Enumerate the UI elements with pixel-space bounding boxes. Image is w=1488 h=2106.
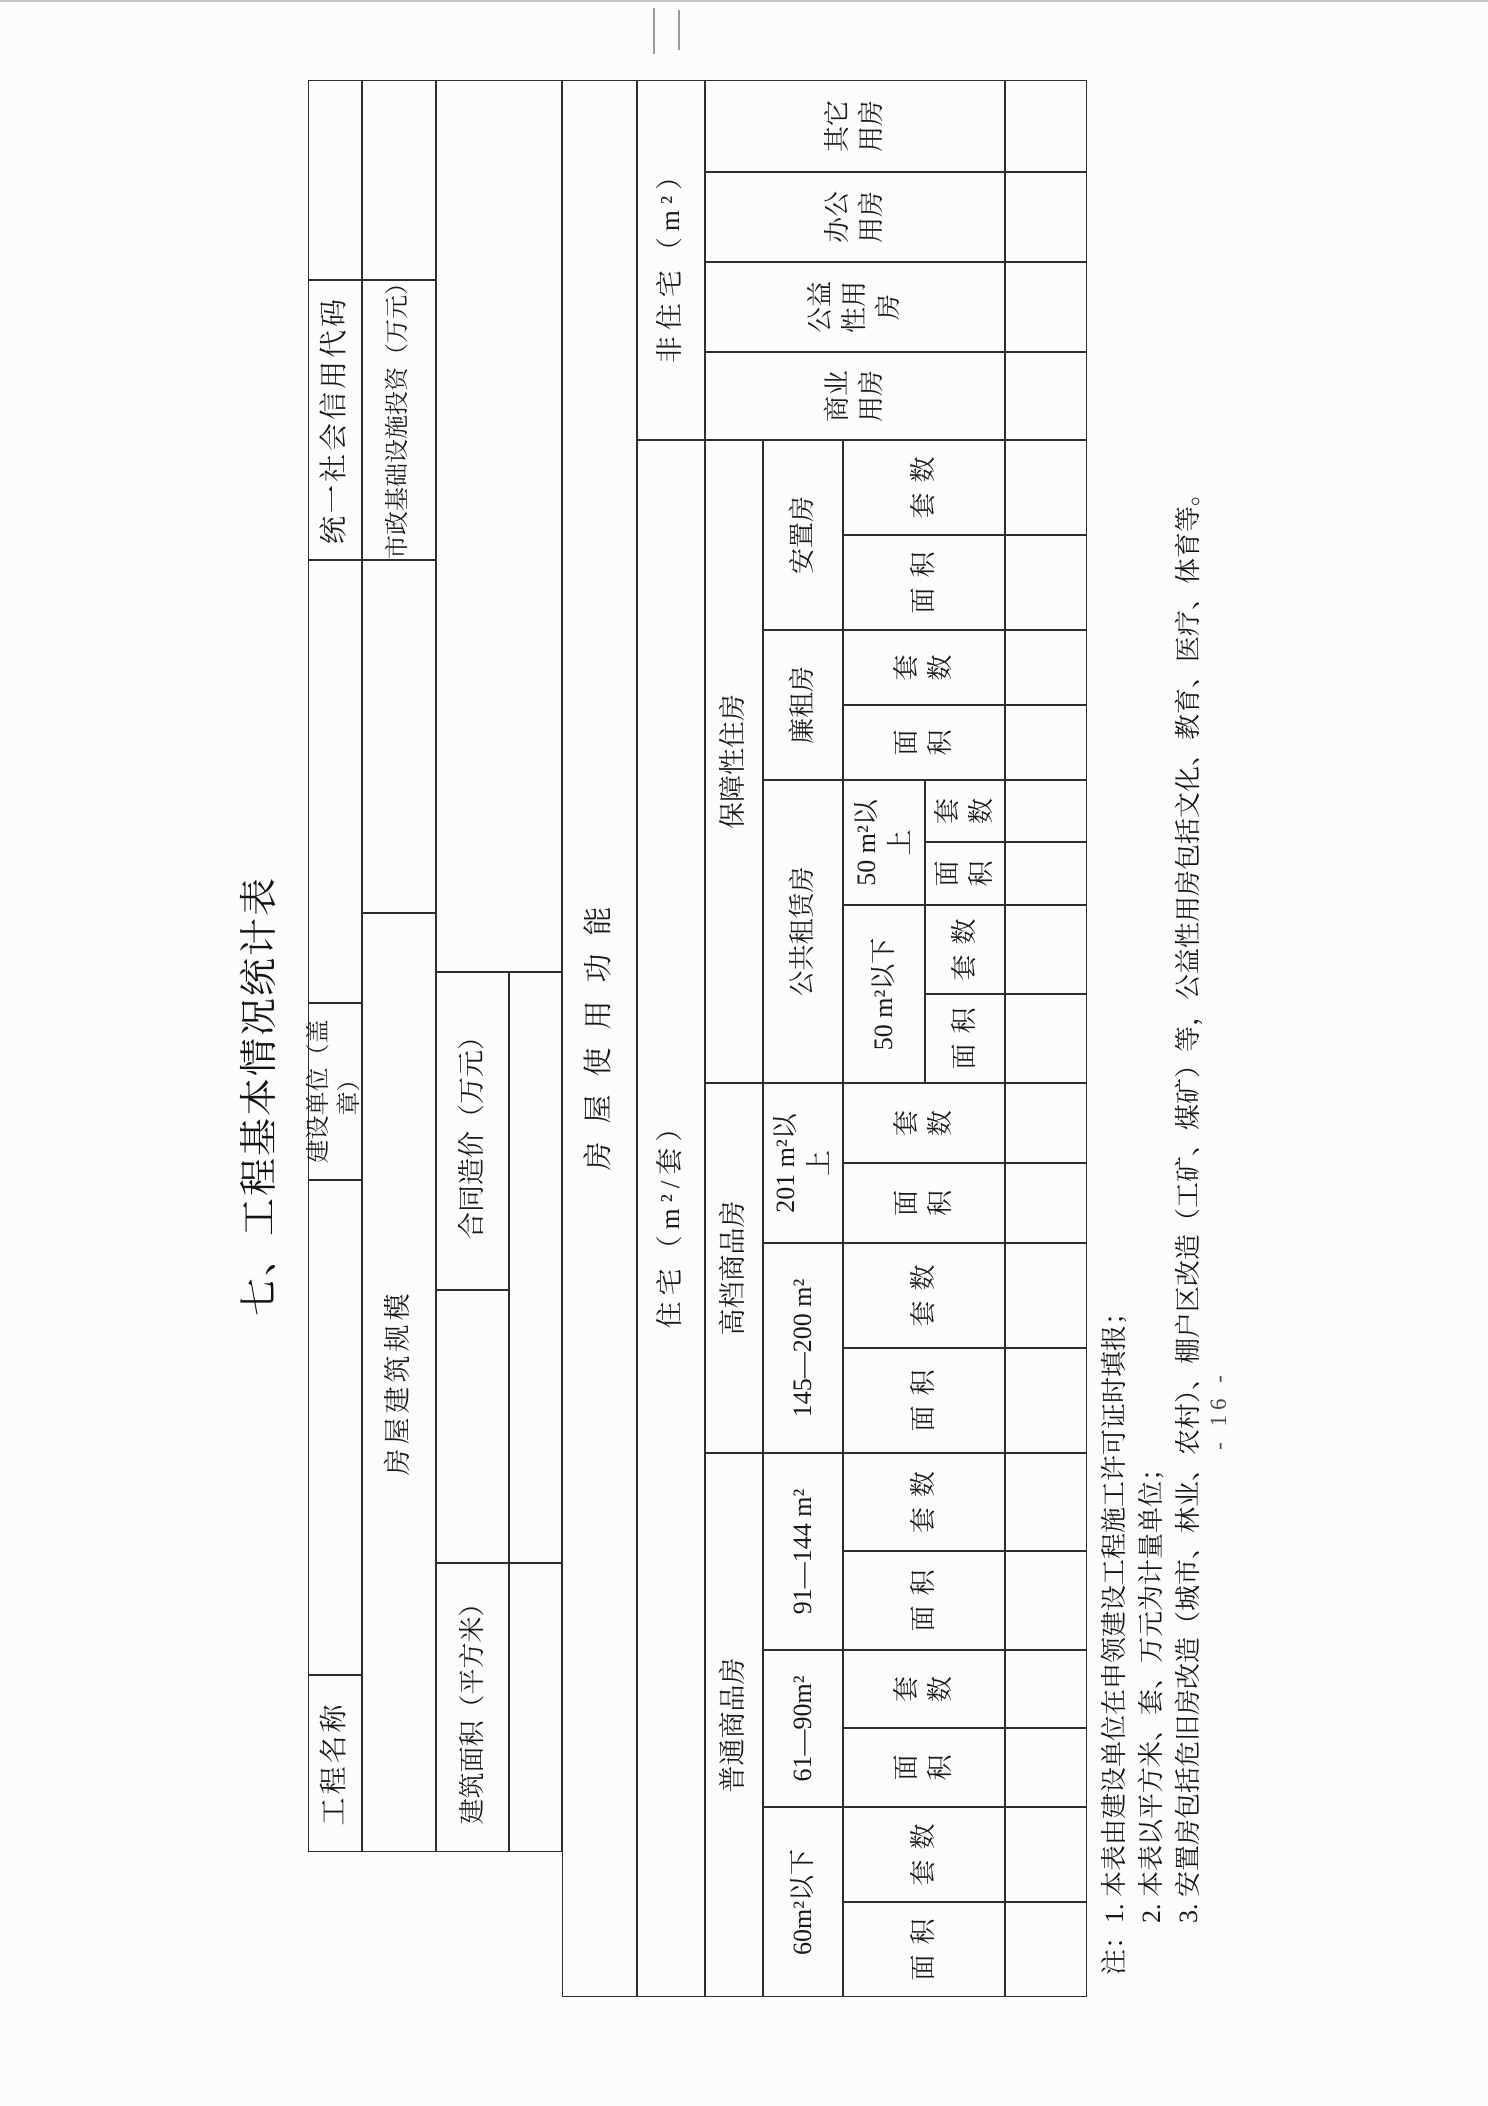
data-cell: [1005, 1083, 1087, 1163]
band-145-200-header: 145—200 m²: [763, 1243, 843, 1453]
data-cell: [1005, 905, 1087, 994]
area-label: 面积: [843, 705, 1005, 780]
floor-area-label: 建筑面积（平方米）: [436, 1563, 509, 1852]
units-label: 套数: [843, 1650, 1005, 1728]
municipal-investment-label: 市政基础设施投资（万元）: [362, 280, 436, 560]
data-cell: [1005, 780, 1087, 842]
band-60-under-header: 60m²以下: [763, 1807, 843, 1997]
public-welfare-use-header: 公益性用房: [705, 262, 1005, 352]
construction-unit-value-cell: [308, 560, 362, 1003]
band-201-up-header: 201 m²以上: [763, 1083, 843, 1243]
data-cell: [1005, 1551, 1087, 1650]
data-cell: [1005, 1650, 1087, 1728]
building-scale-value-cell: [362, 560, 436, 913]
data-cell: [1005, 994, 1087, 1083]
data-cell: [1005, 630, 1087, 705]
area-label: 面积: [843, 1551, 1005, 1650]
units-label: 套数: [843, 1453, 1005, 1551]
data-cell: [1005, 262, 1087, 352]
data-cell: [1005, 440, 1087, 535]
data-cell: [1005, 1453, 1087, 1551]
data-cell: [1005, 172, 1087, 262]
non-residential-header: 非住宅（m²）: [637, 80, 705, 440]
usage-function-header: 房屋使用功能: [562, 80, 637, 1997]
resettlement-header: 安置房: [763, 440, 843, 630]
highend-housing-header: 高档商品房: [705, 1083, 763, 1453]
data-cell: [1005, 352, 1087, 440]
page-number: - 16 -: [1206, 1370, 1231, 1450]
data-cell: [1005, 842, 1087, 905]
footnote-2: 2. 本表以平方米、套、万元为计量单位；: [1137, 1454, 1166, 1923]
data-cell: [1005, 1163, 1087, 1243]
data-cell: [1005, 705, 1087, 780]
construction-unit-label: 建设单位（盖章）: [308, 1003, 362, 1180]
units-label: 套数: [843, 1083, 1005, 1163]
municipal-investment-value-cell: [362, 80, 436, 280]
band-61-90-header: 61—90m²: [763, 1650, 843, 1807]
contract-cost-label: 合同造价（万元）: [436, 972, 509, 1290]
data-cell: [1005, 1243, 1087, 1348]
form-title: 七、工程基本情况统计表: [239, 876, 281, 1317]
data-cell: [1005, 80, 1087, 172]
rental-under50-header: 50 m²以下: [843, 905, 925, 1083]
units-label: 套数: [843, 630, 1005, 705]
area-label: 面积: [925, 842, 1005, 905]
area-label: 面积: [925, 994, 1005, 1083]
affordable-housing-header: 保障性住房: [705, 440, 763, 1083]
units-label: 套数: [843, 1807, 1005, 1902]
footnote-1: 注：1. 本表由建设单位在申领建设工程施工许可证时填报；: [1100, 1298, 1129, 1975]
area-label: 面积: [843, 1348, 1005, 1453]
area-label: 面积: [843, 1163, 1005, 1243]
data-cell: [1005, 1728, 1087, 1807]
contract-cost-value-cell: [436, 80, 562, 972]
blank-cell: [509, 1563, 562, 1852]
project-name-value-cell: [308, 1180, 362, 1675]
credit-code-label: 统一社会信用代码: [308, 280, 362, 560]
units-label: 套数: [843, 440, 1005, 535]
footnotes: [1096, 215, 1207, 1975]
office-use-header: 办公用房: [705, 172, 1005, 262]
floor-area-value-cell: [436, 1290, 509, 1563]
data-cell: [1005, 1807, 1087, 1902]
credit-code-value-cell: [308, 80, 362, 280]
area-label: 面积: [843, 1728, 1005, 1807]
other-use-header: 其它用房: [705, 80, 1005, 172]
blank-cell: [509, 972, 562, 1563]
ordinary-housing-header: 普通商品房: [705, 1453, 763, 1997]
units-label: 套数: [925, 905, 1005, 994]
units-label: 套数: [843, 1243, 1005, 1348]
building-scale-label: 房屋建筑规模: [362, 913, 436, 1852]
area-label: 面积: [843, 1902, 1005, 1997]
residential-header: 住宅（m²/套）: [637, 440, 705, 1997]
data-cell: [1005, 1348, 1087, 1453]
area-label: 面积: [843, 535, 1005, 630]
data-cell: [1005, 1902, 1087, 1997]
data-cell: [1005, 535, 1087, 630]
project-name-label: 工程名称: [308, 1675, 362, 1852]
public-rental-header: 公共租赁房: [763, 780, 843, 1083]
commercial-use-header: 商业用房: [705, 352, 1005, 440]
band-91-144-header: 91—144 m²: [763, 1453, 843, 1650]
rental-over50-header: 50 m²以上: [843, 780, 925, 905]
low-rent-header: 廉租房: [763, 630, 843, 780]
units-label: 套数: [925, 780, 1005, 842]
footnote-3: 3. 安置房包括危旧房改造（城市、林业、农村）、棚户区改造（工矿、煤矿）等，公益性用房包括文化、教育、医疗、体育等。: [1174, 479, 1203, 1923]
